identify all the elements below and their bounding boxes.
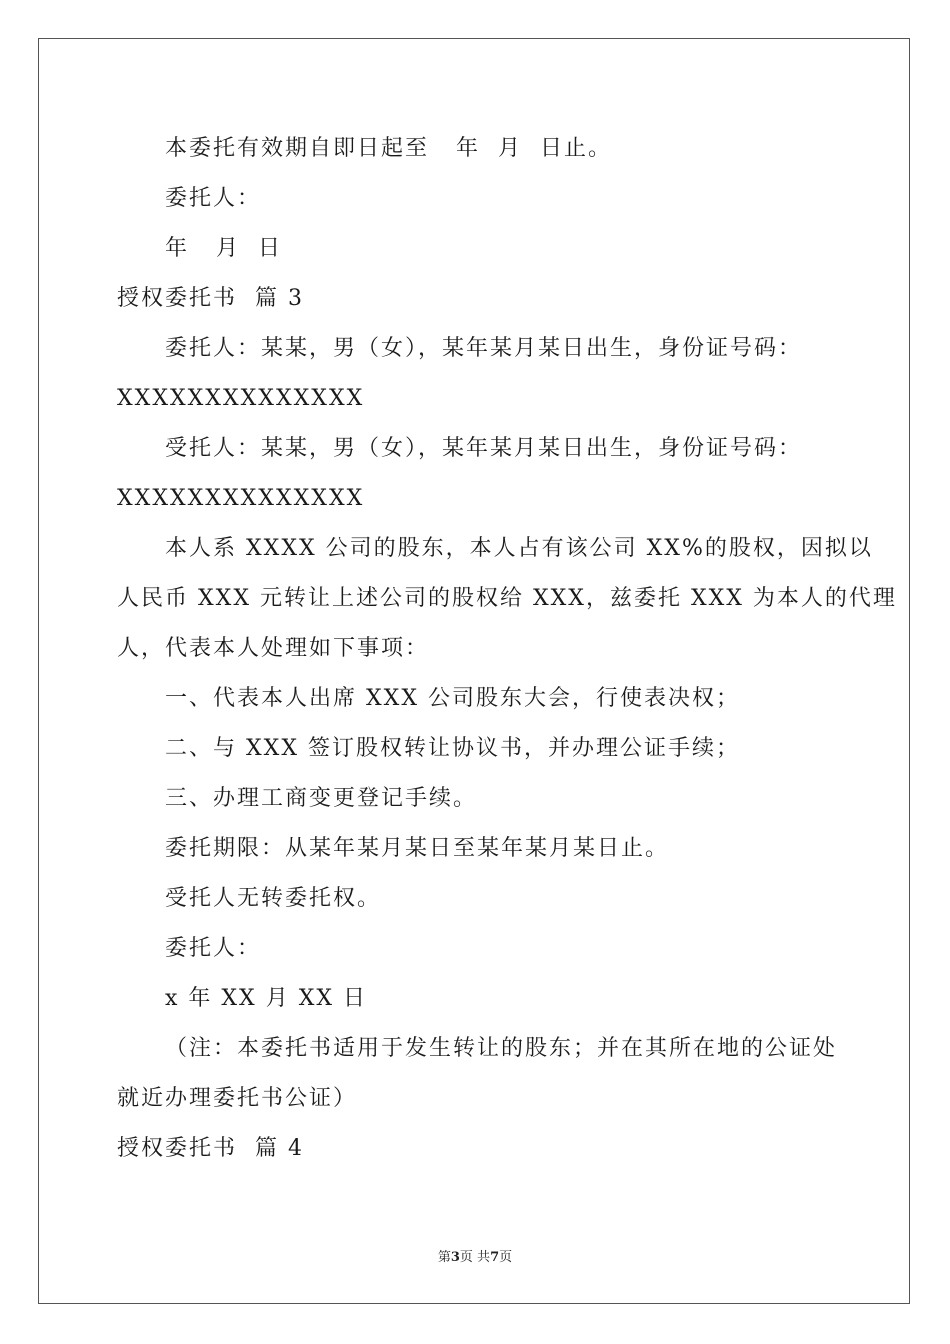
principal-signature-label: 委托人： [165,936,262,961]
validity-period-line: 本委托有效期自即日起至 年 月 日止。 [165,136,612,161]
paragraph-line: 人民币 XXX 元转让上述公司的股权给 XXX，兹委托 XXX 为本人的代理 [117,586,897,611]
page-current-number: 3 [450,1250,460,1265]
page-label-prefix: 第 [437,1250,451,1265]
note-line: （注：本委托书适用于发生转让的股东；并在其所在地的公证处 [165,1036,838,1061]
section-heading-4: 授权委托书 篇 4 [117,1136,304,1161]
paragraph-line: 本人系 XXXX 公司的股东，本人占有该公司 XX%的股权，因拟以 [165,536,873,561]
note-line: 就近办理委托书公证） [117,1086,358,1111]
page-footer [0,1246,950,1265]
page-label-suffix: 页 [499,1250,513,1265]
principal-info-line: 委托人：某某，男（女），某年某月某日出生，身份证号码： [165,336,803,361]
list-item: 一、代表本人出席 XXX 公司股东大会，行使表决权； [165,686,740,711]
no-sub-delegation-line: 受托人无转委托权。 [165,886,382,911]
paragraph-line: 人，代表本人处理如下事项： [117,636,430,661]
principal-id-number: XXXXXXXXXXXXXX [117,386,365,411]
page-total-number: 7 [490,1250,500,1265]
date-line: 年 月 日 [165,236,282,261]
agent-id-number: XXXXXXXXXXXXXX [117,486,365,511]
page-label-mid: 页 共 [459,1250,491,1265]
section-heading-3: 授权委托书 篇 3 [117,286,304,311]
date-line: x 年 XX 月 XX 日 [165,986,368,1011]
list-item: 三、办理工商变更登记手续。 [165,786,478,811]
list-item: 二、与 XXX 签订股权转让协议书，并办理公证手续； [165,736,740,761]
authorization-term-line: 委托期限：从某年某月某日至某年某月某日止。 [165,836,670,861]
agent-info-line: 受托人：某某，男（女），某年某月某日出生，身份证号码： [165,436,803,461]
principal-signature-label: 委托人： [165,186,262,211]
page-border [38,38,910,1304]
